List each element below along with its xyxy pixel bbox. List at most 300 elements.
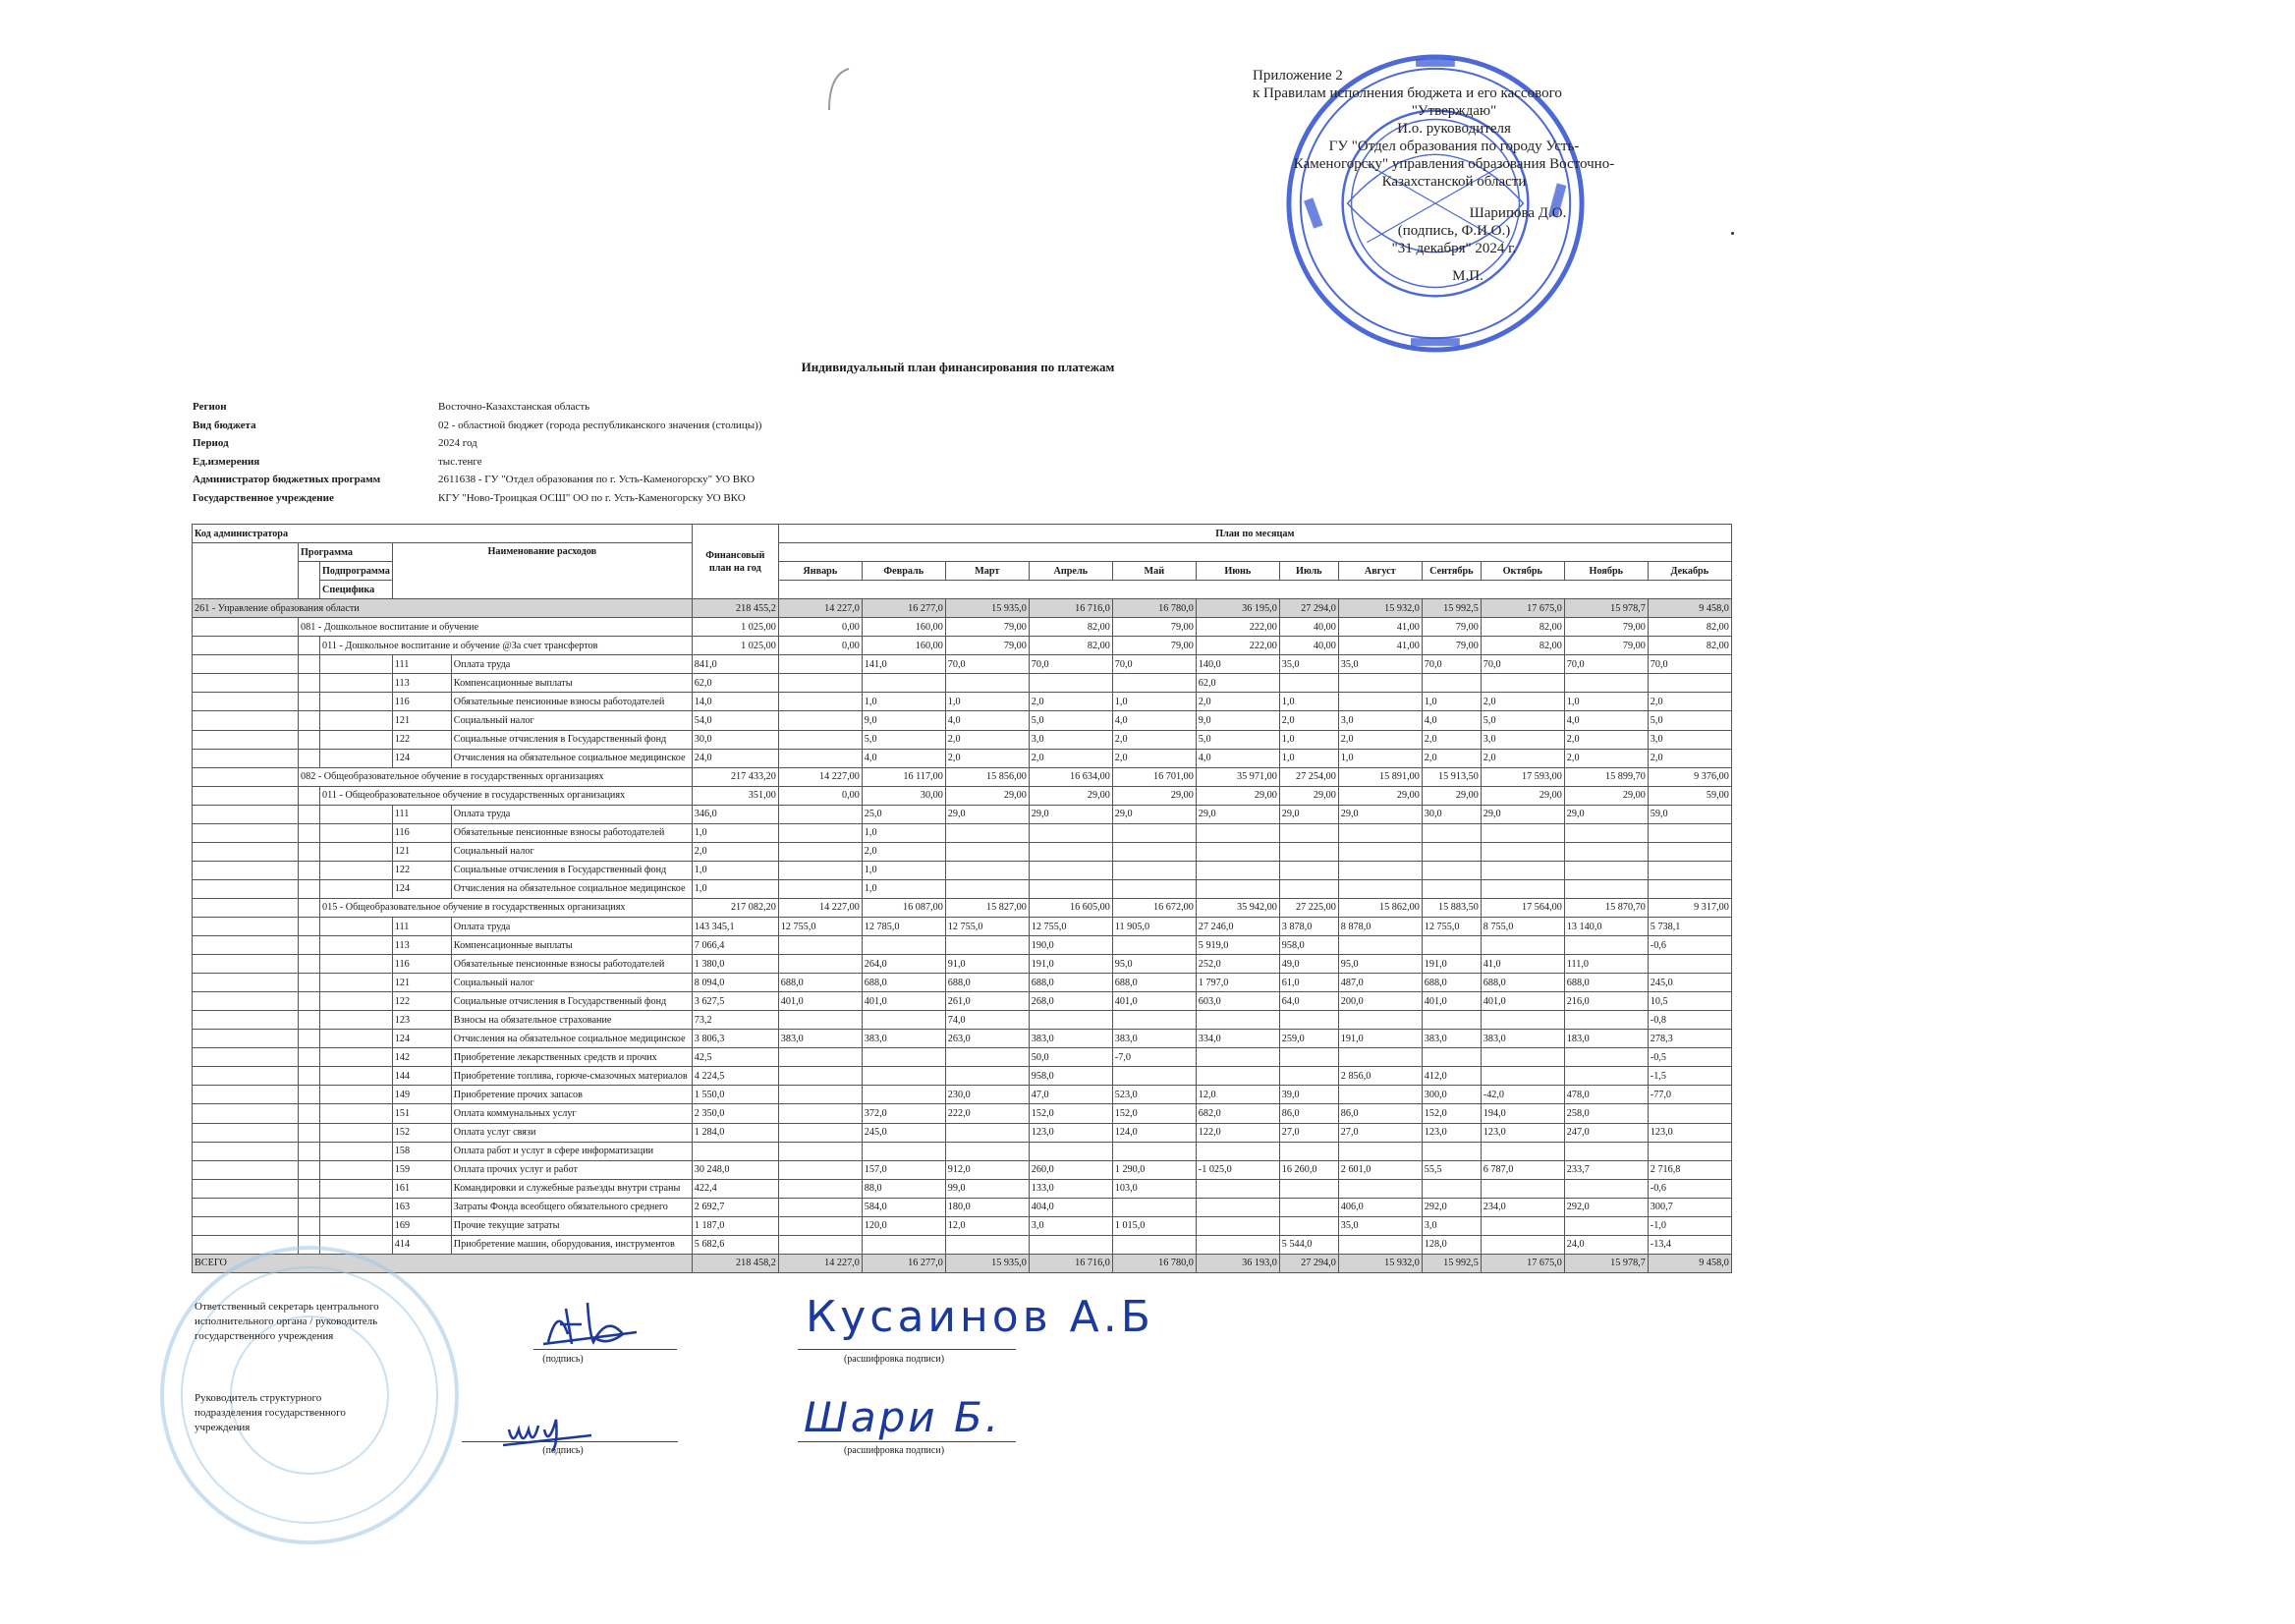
month-value: 3,0 xyxy=(1648,730,1731,749)
indent-cell xyxy=(299,898,320,917)
annual-value: 1 025,00 xyxy=(692,637,778,655)
indent-cell xyxy=(193,618,299,637)
indent-cell xyxy=(193,974,299,992)
indent-cell xyxy=(299,936,320,955)
header-month: Март xyxy=(945,562,1029,581)
indent-cell xyxy=(320,693,393,711)
table-row xyxy=(193,711,1732,730)
month-value xyxy=(1648,1142,1731,1160)
month-value xyxy=(1196,1142,1279,1160)
table-row xyxy=(193,879,1732,898)
month-value: 50,0 xyxy=(1029,1048,1112,1067)
table-row xyxy=(193,767,1732,786)
month-value: 268,0 xyxy=(1029,992,1112,1011)
scan-dot xyxy=(1731,232,1734,235)
month-value: 82,00 xyxy=(1648,618,1731,637)
table-row xyxy=(193,842,1732,861)
meta-value: 2024 год xyxy=(438,437,477,450)
month-value: 12,0 xyxy=(1196,1086,1279,1104)
month-value xyxy=(778,730,862,749)
month-value xyxy=(1564,1142,1648,1160)
header-month: Ноябрь xyxy=(1564,562,1648,581)
scan-hole-mark xyxy=(823,65,853,114)
indent-cell xyxy=(193,749,299,767)
annual-value: 422,4 xyxy=(692,1179,778,1198)
month-value: 258,0 xyxy=(1564,1104,1648,1123)
decode-line-1 xyxy=(798,1349,1016,1350)
month-value xyxy=(778,1216,862,1235)
month-value: 15 883,50 xyxy=(1422,898,1481,917)
month-value xyxy=(1564,936,1648,955)
indent-cell xyxy=(320,842,393,861)
month-value: 95,0 xyxy=(1338,955,1422,974)
indent-cell xyxy=(320,1104,393,1123)
month-value xyxy=(1338,693,1422,711)
month-value: 292,0 xyxy=(1564,1198,1648,1216)
month-value: 8 755,0 xyxy=(1481,917,1564,935)
month-value: 688,0 xyxy=(945,974,1029,992)
month-value: 180,0 xyxy=(945,1198,1029,1216)
handwritten-signature-1 xyxy=(538,1295,646,1354)
month-value xyxy=(778,693,862,711)
indent-cell xyxy=(299,674,320,693)
month-value xyxy=(1338,1179,1422,1198)
decode-line-2 xyxy=(798,1441,1016,1442)
month-value: 140,0 xyxy=(1196,655,1279,674)
month-value xyxy=(1279,1011,1338,1030)
expense-name: Приобретение прочих запасов xyxy=(451,1086,692,1104)
month-value: 1,0 xyxy=(1279,730,1338,749)
month-value: 16 672,00 xyxy=(1112,898,1196,917)
month-value xyxy=(1338,1011,1422,1030)
month-value: 247,0 xyxy=(1564,1123,1648,1142)
month-value xyxy=(862,1067,945,1086)
month-value xyxy=(1196,1235,1279,1254)
month-value: 688,0 xyxy=(862,974,945,992)
month-value xyxy=(1196,861,1279,879)
specifics-code: 121 xyxy=(392,842,451,861)
month-value: 383,0 xyxy=(1112,1030,1196,1048)
month-value xyxy=(945,936,1029,955)
month-value: 1 290,0 xyxy=(1112,1160,1196,1179)
month-value: 0,00 xyxy=(778,618,862,637)
indent-cell xyxy=(320,992,393,1011)
month-value: 27 246,0 xyxy=(1196,917,1279,935)
month-value: 2,0 xyxy=(1422,749,1481,767)
annual-value: 346,0 xyxy=(692,805,778,823)
indent-cell xyxy=(193,992,299,1011)
month-value: 245,0 xyxy=(862,1123,945,1142)
header-monthly: План по месяцам xyxy=(778,525,1731,543)
month-value xyxy=(778,1235,862,1254)
month-value: 15 870,70 xyxy=(1564,898,1648,917)
month-value: 292,0 xyxy=(1422,1198,1481,1216)
month-value xyxy=(1564,674,1648,693)
month-value: 16 634,00 xyxy=(1029,767,1112,786)
month-value: 2,0 xyxy=(1422,730,1481,749)
indent-cell xyxy=(193,1198,299,1216)
indent-cell xyxy=(320,749,393,767)
month-value xyxy=(1481,1179,1564,1198)
month-value: 912,0 xyxy=(945,1160,1029,1179)
month-value: 152,0 xyxy=(1112,1104,1196,1123)
indent-cell xyxy=(193,1160,299,1179)
month-value: 245,0 xyxy=(1648,974,1731,992)
table-row xyxy=(193,674,1732,693)
month-value xyxy=(1112,1011,1196,1030)
month-value: 15 932,0 xyxy=(1338,1254,1422,1272)
expense-name: Приобретение машин, оборудования, инструментов xyxy=(451,1235,692,1254)
month-value xyxy=(778,823,862,842)
month-value: 3,0 xyxy=(1029,1216,1112,1235)
month-value: 401,0 xyxy=(1422,992,1481,1011)
indent-cell xyxy=(193,955,299,974)
month-value xyxy=(945,1123,1029,1142)
month-value xyxy=(1112,1235,1196,1254)
month-value: 82,00 xyxy=(1481,618,1564,637)
header-month: Июнь xyxy=(1196,562,1279,581)
table-row xyxy=(193,618,1732,637)
annual-value: 1 025,00 xyxy=(692,618,778,637)
month-value: 2,0 xyxy=(862,842,945,861)
header-annual: Финансовый план на год xyxy=(692,525,778,599)
header-name: Наименование расходов xyxy=(392,543,692,599)
month-value: 383,0 xyxy=(1422,1030,1481,1048)
month-value xyxy=(1112,861,1196,879)
indent-cell xyxy=(193,879,299,898)
month-value: 259,0 xyxy=(1279,1030,1338,1048)
header-specifics: Специфика xyxy=(320,581,393,599)
month-value xyxy=(1196,1067,1279,1086)
month-value: -13,4 xyxy=(1648,1235,1731,1254)
month-value xyxy=(1422,861,1481,879)
month-value xyxy=(1481,1142,1564,1160)
header-month: Май xyxy=(1112,562,1196,581)
indent-cell xyxy=(299,955,320,974)
indent-cell xyxy=(320,1123,393,1142)
month-value xyxy=(1279,1198,1338,1216)
expense-name: Оплата труда xyxy=(451,805,692,823)
month-value: 406,0 xyxy=(1338,1198,1422,1216)
month-value xyxy=(1029,842,1112,861)
indent-cell xyxy=(320,917,393,935)
month-value xyxy=(1481,1067,1564,1086)
month-value: 99,0 xyxy=(945,1179,1029,1198)
month-value: 29,00 xyxy=(1196,786,1279,805)
month-value xyxy=(1338,936,1422,955)
month-value: 958,0 xyxy=(1029,1067,1112,1086)
month-value xyxy=(1279,842,1338,861)
meta-label: Ед.измерения xyxy=(193,455,260,468)
month-value: 15 935,0 xyxy=(945,599,1029,618)
month-value: 123,0 xyxy=(1422,1123,1481,1142)
month-value: 2,0 xyxy=(1112,749,1196,767)
indent-cell xyxy=(193,711,299,730)
month-value xyxy=(778,1011,862,1030)
month-value: 14 227,00 xyxy=(778,767,862,786)
month-value xyxy=(1196,1011,1279,1030)
month-value: 124,0 xyxy=(1112,1123,1196,1142)
month-value: 3,0 xyxy=(1029,730,1112,749)
indent-cell xyxy=(320,1048,393,1067)
indent-cell xyxy=(299,861,320,879)
annual-value: 24,0 xyxy=(692,749,778,767)
month-value: 64,0 xyxy=(1279,992,1338,1011)
specifics-code: 159 xyxy=(392,1160,451,1179)
month-value xyxy=(1481,1235,1564,1254)
month-value: 79,00 xyxy=(1564,618,1648,637)
month-value: -1 025,0 xyxy=(1196,1160,1279,1179)
month-value xyxy=(945,823,1029,842)
month-value xyxy=(1422,823,1481,842)
meta-institution xyxy=(193,489,761,508)
handwritten-signature-2 xyxy=(501,1400,599,1454)
month-value xyxy=(1648,842,1731,861)
month-value: 15 827,00 xyxy=(945,898,1029,917)
annual-value: 841,0 xyxy=(692,655,778,674)
month-value: 27 294,0 xyxy=(1279,1254,1338,1272)
month-value xyxy=(1196,879,1279,898)
month-value xyxy=(1112,1198,1196,1216)
month-value xyxy=(1422,936,1481,955)
month-value: 16 605,00 xyxy=(1029,898,1112,917)
expense-name: Взносы на обязательное страхование xyxy=(451,1011,692,1030)
month-value: -1,5 xyxy=(1648,1067,1731,1086)
month-value xyxy=(862,1048,945,1067)
approver-org-line-2: Каменогорску" управления образования Восточно- xyxy=(1293,156,1615,172)
month-value: 12 785,0 xyxy=(862,917,945,935)
expense-name: Социальные отчисления в Государственный фонд xyxy=(451,861,692,879)
month-value xyxy=(1422,1179,1481,1198)
month-value xyxy=(1648,1104,1731,1123)
month-value: 17 564,00 xyxy=(1481,898,1564,917)
annual-value: 73,2 xyxy=(692,1011,778,1030)
appendix-line: Приложение 2 xyxy=(1253,68,1343,84)
indent-cell xyxy=(299,974,320,992)
header-admin-code: Код администратора xyxy=(193,525,693,543)
annual-value: 62,0 xyxy=(692,674,778,693)
month-value: 16 780,0 xyxy=(1112,1254,1196,1272)
month-value: 2,0 xyxy=(1648,749,1731,767)
expense-name: Социальные отчисления в Государственный фонд xyxy=(451,730,692,749)
month-value: 401,0 xyxy=(1481,992,1564,1011)
expense-name: Командировки и служебные разъезды внутри страны xyxy=(451,1179,692,1198)
month-value xyxy=(1564,1216,1648,1235)
month-value: 27 225,00 xyxy=(1279,898,1338,917)
header-month: Январь xyxy=(778,562,862,581)
month-value: 35,0 xyxy=(1338,655,1422,674)
month-value: 120,0 xyxy=(862,1216,945,1235)
month-value: 15 913,50 xyxy=(1422,767,1481,786)
month-value: 688,0 xyxy=(1564,974,1648,992)
expense-name: Оплата прочих услуг и работ xyxy=(451,1160,692,1179)
month-value: 14 227,00 xyxy=(778,898,862,917)
month-value xyxy=(1338,1048,1422,1067)
table-row xyxy=(193,898,1732,917)
month-value: 40,00 xyxy=(1279,637,1338,655)
month-value: 383,0 xyxy=(1481,1030,1564,1048)
month-value: 70,0 xyxy=(1648,655,1731,674)
approver-org-line-3: Казахстанской области xyxy=(1381,174,1527,190)
specifics-code: 122 xyxy=(392,992,451,1011)
month-value: 79,00 xyxy=(1422,618,1481,637)
month-value: 133,0 xyxy=(1029,1179,1112,1198)
month-value: 15 856,00 xyxy=(945,767,1029,786)
month-value: 1,0 xyxy=(862,861,945,879)
month-value xyxy=(778,655,862,674)
month-value: 2 716,8 xyxy=(1648,1160,1731,1179)
specifics-code: 123 xyxy=(392,1011,451,1030)
month-value xyxy=(1279,674,1338,693)
annual-value: 4 224,5 xyxy=(692,1067,778,1086)
indent-cell xyxy=(299,805,320,823)
month-value xyxy=(1338,1142,1422,1160)
specifics-code: 122 xyxy=(392,730,451,749)
month-value: 86,0 xyxy=(1279,1104,1338,1123)
expense-name: Приобретение лекарственных средств и прочих xyxy=(451,1048,692,1067)
month-value xyxy=(1196,1198,1279,1216)
indent-cell xyxy=(193,767,299,786)
approval-block xyxy=(1248,67,1660,285)
indent-cell xyxy=(320,1030,393,1048)
month-value: 3,0 xyxy=(1481,730,1564,749)
table-row xyxy=(193,823,1732,842)
month-value xyxy=(778,861,862,879)
month-value: 230,0 xyxy=(945,1086,1029,1104)
month-value xyxy=(778,955,862,974)
month-value: 372,0 xyxy=(862,1104,945,1123)
row-code: 015 - Общеобразовательное обучение в государственных организациях xyxy=(320,898,693,917)
document-title: Индивидуальный план финансирования по платежам xyxy=(801,360,1115,374)
month-value: -0,5 xyxy=(1648,1048,1731,1067)
table-row xyxy=(193,1104,1732,1123)
month-value: 82,00 xyxy=(1481,637,1564,655)
month-value: 2,0 xyxy=(1029,693,1112,711)
table-row xyxy=(193,1067,1732,1086)
month-value: 1 015,0 xyxy=(1112,1216,1196,1235)
month-value: 95,0 xyxy=(1112,955,1196,974)
month-value: -42,0 xyxy=(1481,1086,1564,1104)
month-value: 16 087,00 xyxy=(862,898,945,917)
month-value: -0,8 xyxy=(1648,1011,1731,1030)
month-value xyxy=(1112,936,1196,955)
expense-name: Социальный налог xyxy=(451,711,692,730)
table-row xyxy=(193,749,1732,767)
month-value xyxy=(778,674,862,693)
month-value: 260,0 xyxy=(1029,1160,1112,1179)
annual-value: 1,0 xyxy=(692,879,778,898)
month-value: 4,0 xyxy=(862,749,945,767)
month-value: 1,0 xyxy=(1422,693,1481,711)
month-value: 2,0 xyxy=(1648,693,1731,711)
handwritten-name-1: Кусаинов А.Б xyxy=(806,1292,1154,1342)
month-value: 29,0 xyxy=(1196,805,1279,823)
month-value: 1,0 xyxy=(862,693,945,711)
approver-position: И.о. руководителя xyxy=(1397,121,1511,137)
month-value: 603,0 xyxy=(1196,992,1279,1011)
month-value: 30,00 xyxy=(862,786,945,805)
meta-label: Период xyxy=(193,437,229,450)
month-value: 79,00 xyxy=(945,637,1029,655)
indent-cell xyxy=(299,1123,320,1142)
month-value xyxy=(1279,823,1338,842)
month-value xyxy=(1338,823,1422,842)
indent-cell xyxy=(299,842,320,861)
month-value: 9 458,0 xyxy=(1648,599,1731,618)
table-row xyxy=(193,1048,1732,1067)
month-value: 263,0 xyxy=(945,1030,1029,1048)
month-value: 15 978,7 xyxy=(1564,599,1648,618)
indent-cell xyxy=(193,917,299,935)
month-value xyxy=(778,1198,862,1216)
table-row xyxy=(193,1142,1732,1160)
month-value: 27 254,00 xyxy=(1279,767,1338,786)
month-value: 25,0 xyxy=(862,805,945,823)
month-value: 401,0 xyxy=(862,992,945,1011)
month-value: 70,0 xyxy=(945,655,1029,674)
month-value xyxy=(1029,879,1112,898)
month-value: 79,00 xyxy=(1422,637,1481,655)
month-value: 11 905,0 xyxy=(1112,917,1196,935)
annual-value: 217 082,20 xyxy=(692,898,778,917)
annual-value: 3 627,5 xyxy=(692,992,778,1011)
month-value xyxy=(1279,1179,1338,1198)
expense-name: Отчисления на обязательное социальное медицинское xyxy=(451,1030,692,1048)
indent-cell xyxy=(193,1067,299,1086)
indent-cell xyxy=(299,637,320,655)
month-value: 2,0 xyxy=(1564,730,1648,749)
month-value: 191,0 xyxy=(1338,1030,1422,1048)
appendix-rules-line: к Правилам исполнения бюджета и его кассового xyxy=(1253,85,1562,101)
month-value xyxy=(1112,823,1196,842)
month-value xyxy=(945,1235,1029,1254)
month-value xyxy=(1481,842,1564,861)
month-value: 14 227,0 xyxy=(778,1254,862,1272)
month-value xyxy=(862,1142,945,1160)
month-value: 0,00 xyxy=(778,786,862,805)
table-row xyxy=(193,805,1732,823)
month-value xyxy=(1279,1067,1338,1086)
month-value: 70,0 xyxy=(1481,655,1564,674)
month-value: 39,0 xyxy=(1279,1086,1338,1104)
meta-value: Восточно-Казахстанская область xyxy=(438,401,590,413)
month-value: 5,0 xyxy=(1648,711,1731,730)
month-value: 3 878,0 xyxy=(1279,917,1338,935)
meta-admin xyxy=(193,471,761,489)
month-value xyxy=(1279,1142,1338,1160)
month-value: 128,0 xyxy=(1422,1235,1481,1254)
month-value: 0,00 xyxy=(778,637,862,655)
month-value xyxy=(1481,936,1564,955)
month-value xyxy=(1279,861,1338,879)
month-value xyxy=(945,1142,1029,1160)
month-value: 4,0 xyxy=(1422,711,1481,730)
month-value xyxy=(1338,1086,1422,1104)
meta-value: тыс.тенге xyxy=(438,455,482,468)
month-value: 9,0 xyxy=(1196,711,1279,730)
header-month: Сентябрь xyxy=(1422,562,1481,581)
decode-caption-1: (расшифровка подписи) xyxy=(843,1354,945,1365)
meta-period xyxy=(193,434,761,453)
month-value xyxy=(945,879,1029,898)
month-value xyxy=(1648,861,1731,879)
month-value: 35 942,00 xyxy=(1196,898,1279,917)
month-value: 29,0 xyxy=(1029,805,1112,823)
month-value xyxy=(1338,674,1422,693)
month-value: 29,00 xyxy=(1338,786,1422,805)
month-value xyxy=(1112,674,1196,693)
specifics-code: 124 xyxy=(392,879,451,898)
